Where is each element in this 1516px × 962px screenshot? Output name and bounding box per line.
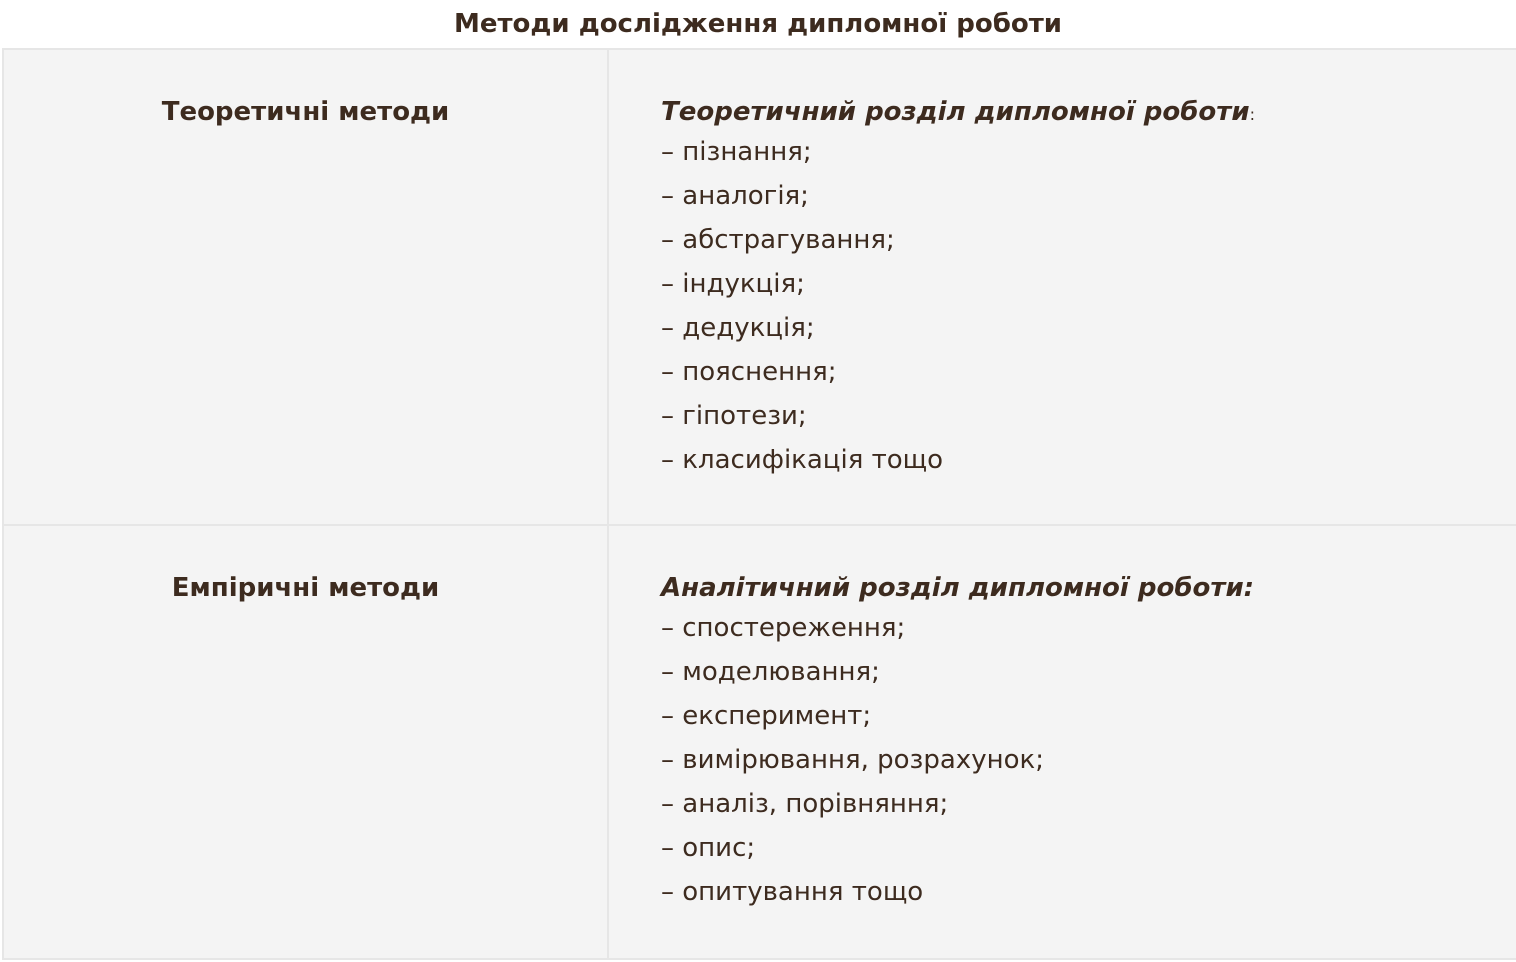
list-item: – експеримент; [661, 701, 872, 731]
methods-table [2, 48, 1516, 960]
list-item: – класифікація тощо [661, 445, 944, 475]
table-row [3, 49, 1516, 525]
method-detail-cell [608, 525, 1516, 959]
list-item: – моделювання; [661, 657, 880, 687]
list-item: – вимірювання, розрахунок; [661, 745, 1044, 775]
list-item: – опис; [661, 833, 756, 863]
table-caption: Методи дослідження дипломної роботи [453, 9, 1063, 39]
method-detail-theoretical [609, 50, 1516, 482]
list-item: – гіпотези; [661, 401, 807, 431]
list-item: – аналіз, порівняння; [661, 789, 949, 819]
table-row [3, 525, 1516, 959]
list-item: – пізнання; [661, 137, 812, 167]
detail-heading-text: Аналітичний розділ дипломної роботи: [661, 573, 1255, 603]
detail-heading [661, 570, 1516, 606]
detail-heading-text: Теоретичний розділ дипломної роботи [661, 97, 1250, 127]
method-detail-cell [608, 49, 1516, 525]
detail-heading-suffix: : [1249, 105, 1255, 124]
list-item: – аналогія; [661, 181, 809, 211]
method-name-theoretical: Теоретичні методи [161, 97, 450, 127]
list-item: – опитування тощо [661, 877, 924, 907]
list-item: – спостереження; [661, 613, 906, 643]
method-name-cell [3, 49, 608, 525]
list-item: – дедукція; [661, 313, 815, 343]
detail-heading [661, 94, 1516, 130]
method-name-cell [3, 525, 608, 959]
method-detail-empirical [609, 526, 1516, 914]
method-name-empirical: Емпіричні методи [171, 573, 440, 603]
list-item: – пояснення; [661, 357, 837, 387]
list-item: – абстрагування; [661, 225, 895, 255]
list-item: – індукція; [661, 269, 805, 299]
